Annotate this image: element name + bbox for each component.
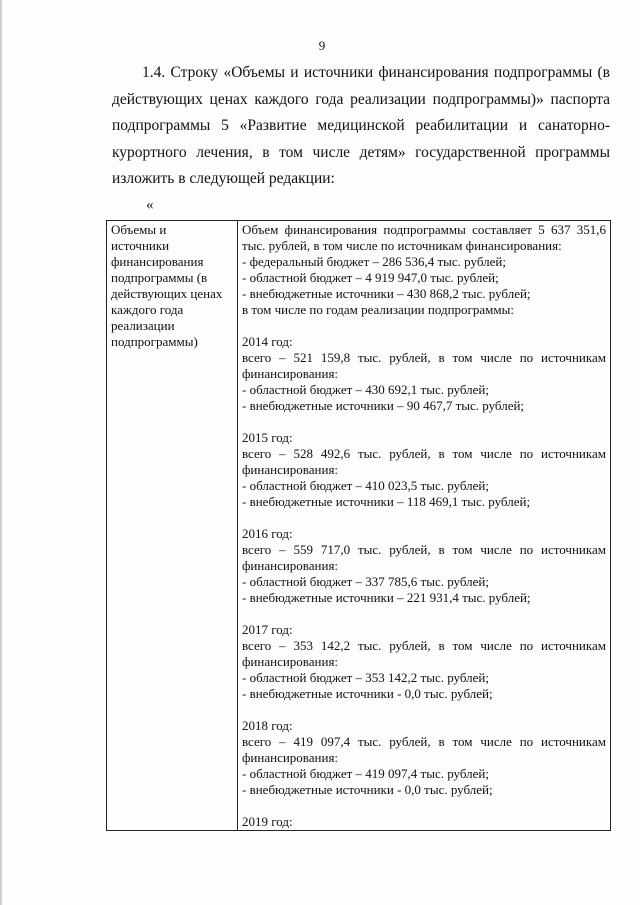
year-block — [242, 430, 606, 510]
summary-text: Объем финансирования подпрограммы составляет 5 637 351,6 тыс. рублей, в том числе по источникам финансирования: — [242, 222, 606, 253]
year-total: всего – 559 717,0 тыс. рублей, в том числе по источникам финансирования: — [242, 542, 606, 573]
year-label: 2018 год: — [242, 718, 293, 733]
year-total: всего – 521 159,8 тыс. рублей, в том числе по источникам финансирования: — [242, 350, 606, 381]
financing-table — [106, 220, 611, 831]
year-extrabudgetary: - внебюджетные источники – 118 469,1 тыс. рублей; — [242, 494, 531, 509]
summary-item: в том числе по годам реализации подпрограммы: — [242, 302, 514, 317]
year-block — [242, 526, 606, 606]
year-label: 2016 год: — [242, 526, 293, 541]
year-regional-budget: - областной бюджет – 410 023,5 тыс. рублей; — [242, 478, 489, 493]
summary-item: - областной бюджет – 4 919 947,0 тыс. рублей; — [242, 270, 499, 285]
row-header-line: источники — [111, 238, 170, 253]
year-block — [242, 718, 606, 798]
year-regional-budget: - областной бюджет – 419 097,4 тыс. рублей; — [242, 766, 489, 781]
year-extrabudgetary: - внебюджетные источники – 90 467,7 тыс. рублей; — [242, 398, 525, 413]
table-row — [107, 221, 611, 831]
intro-paragraph: 1.4. Строку «Объемы и источники финансирования подпрограммы (в действующих ценах каждого года реализации подпрограммы)» паспорта подпрограммы 5 «Развитие медицинской реабилитации и санаторно-курортного лечения, в том числе детям» государственной программы изложить в следующей редакции: — [112, 64, 610, 187]
year-block — [242, 334, 606, 414]
intro-paragraph-block — [112, 60, 610, 193]
year-regional-budget: - областной бюджет – 430 692,1 тыс. рублей; — [242, 382, 489, 397]
year-label: 2015 год: — [242, 430, 293, 445]
summary-item: - федеральный бюджет – 286 536,4 тыс. рублей; — [242, 254, 506, 269]
opening-quote: « — [146, 197, 154, 213]
year-total: всего – 419 097,4 тыс. рублей, в том числе по источникам финансирования: — [242, 734, 606, 765]
year-extrabudgetary: - внебюджетные источники - 0,0 тыс. рублей; — [242, 686, 493, 701]
year-label: 2014 год: — [242, 334, 293, 349]
year-total: всего – 528 492,6 тыс. рублей, в том числе по источникам финансирования: — [242, 446, 606, 477]
year-extrabudgetary: - внебюджетные источники - 0,0 тыс. рублей; — [242, 782, 493, 797]
row-header-line: Объемы и — [111, 222, 167, 237]
year-regional-budget: - областной бюджет – 353 142,2 тыс. рублей; — [242, 670, 489, 685]
row-header-line: подпрограммы) — [111, 334, 198, 349]
row-header-line: каждого года — [111, 302, 184, 317]
row-header-line: финансирования — [111, 254, 204, 269]
year-total: всего – 353 142,2 тыс. рублей, в том числе по источникам финансирования: — [242, 638, 606, 669]
year-regional-budget: - областной бюджет – 337 785,6 тыс. рублей; — [242, 574, 489, 589]
year-label: 2017 год: — [242, 622, 293, 637]
row-header-line: реализации — [111, 318, 175, 333]
year-label: 2019 год: — [242, 814, 293, 829]
summary-item: - внебюджетные источники – 430 868,2 тыс. рублей; — [242, 286, 531, 301]
year-block — [242, 622, 606, 702]
row-value-cell — [238, 221, 611, 831]
page-number: 9 — [318, 38, 326, 53]
row-header-line: подпрограммы (в — [111, 270, 208, 285]
row-header-cell — [107, 221, 238, 831]
row-header-line: действующих ценах — [111, 286, 223, 301]
year-extrabudgetary: - внебюджетные источники – 221 931,4 тыс. рублей; — [242, 590, 531, 605]
